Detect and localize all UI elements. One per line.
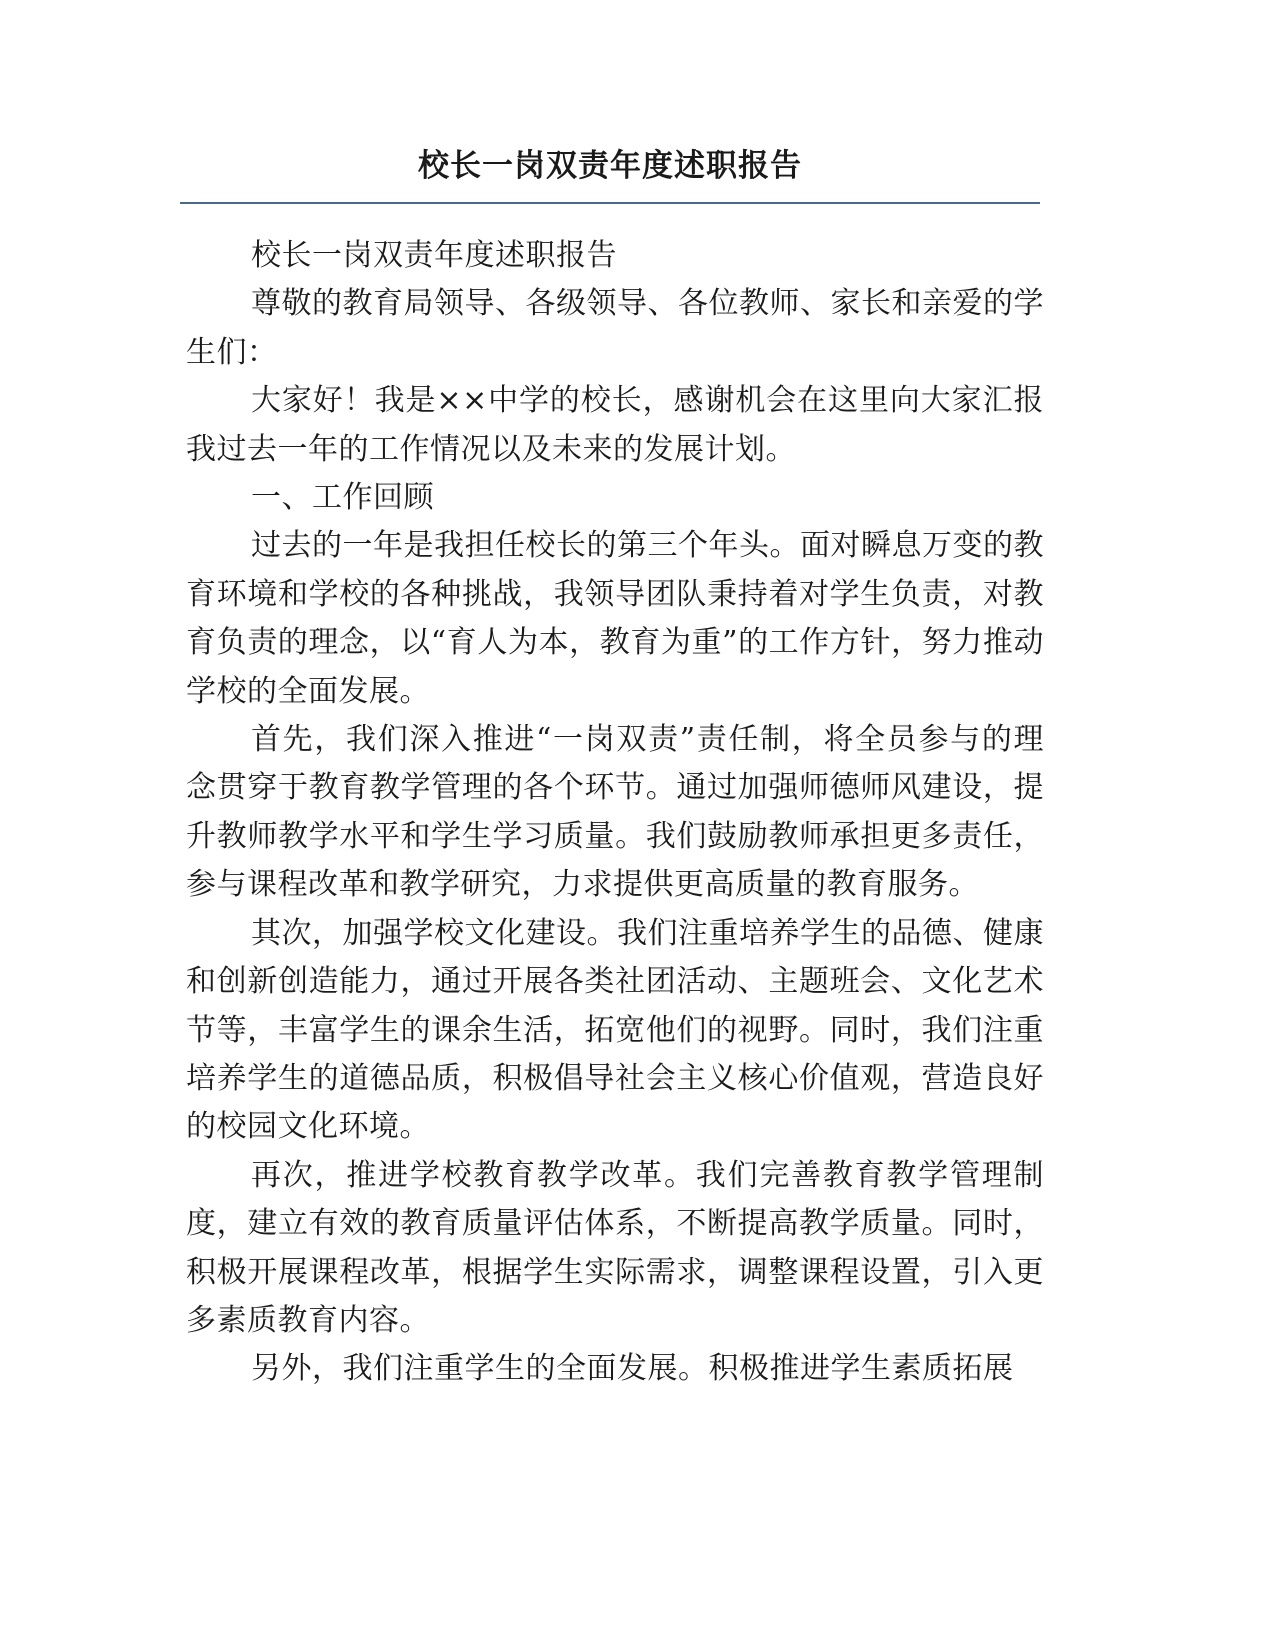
paragraph-second: 其次，加强学校文化建设。我们注重培养学生的品德、健康和创新创造能力，通过开展各类社团活动、主题班会、文化艺术节等，丰富学生的课余生活，拓宽他们的视野。同时，我们注重培养学生的道德品质，积极倡导社会主义核心价值观，营造良好的校园文化环境。 xyxy=(186,915,1044,1145)
paragraph-first: 首先，我们深入推进“一岗双责”责任制，将全员参与的理念贯穿于教育教学管理的各个环节。通过加强师德师风建设，提升教师教学水平和学生学习质量。我们鼓励教师承担更多责任，参与课程改革和教学研究，力求提供更高质量的教育服务。 xyxy=(186,722,1044,903)
paragraph-salutation: 尊敬的教育局领导、各级领导、各位教师、家长和亲爱的学生们： xyxy=(186,286,1044,370)
paragraph-greeting: 大家好！我是××中学的校长，感谢机会在这里向大家汇报我过去一年的工作情况以及未来的发展计划。 xyxy=(186,383,1044,467)
title-divider xyxy=(180,202,1040,204)
document-body xyxy=(186,232,1044,1394)
document-title: 校长一岗双责年度述职报告 xyxy=(418,148,802,184)
paragraph-heading: 校长一岗双责年度述职报告 xyxy=(251,238,617,273)
section-heading-work-review: 一、工作回顾 xyxy=(251,480,434,516)
paragraph-review-intro: 过去的一年是我担任校长的第三个年头。面对瞬息万变的教育环境和学校的各种挑战，我领导团队秉持着对学生负责，对教育负责的理念，以“育人为本，教育为重”的工作方针，努力推动学校的全面发展。 xyxy=(186,528,1044,709)
paragraph-additionally: 另外，我们注重学生的全面发展。积极推进学生素质拓展 xyxy=(251,1351,1014,1387)
paragraph-third: 再次，推进学校教育教学改革。我们完善教育教学管理制度，建立有效的教育质量评估体系，不断提高教学质量。同时，积极开展课程改革，根据学生实际需求，调整课程设置，引入更多素质教育内容。 xyxy=(186,1157,1044,1338)
